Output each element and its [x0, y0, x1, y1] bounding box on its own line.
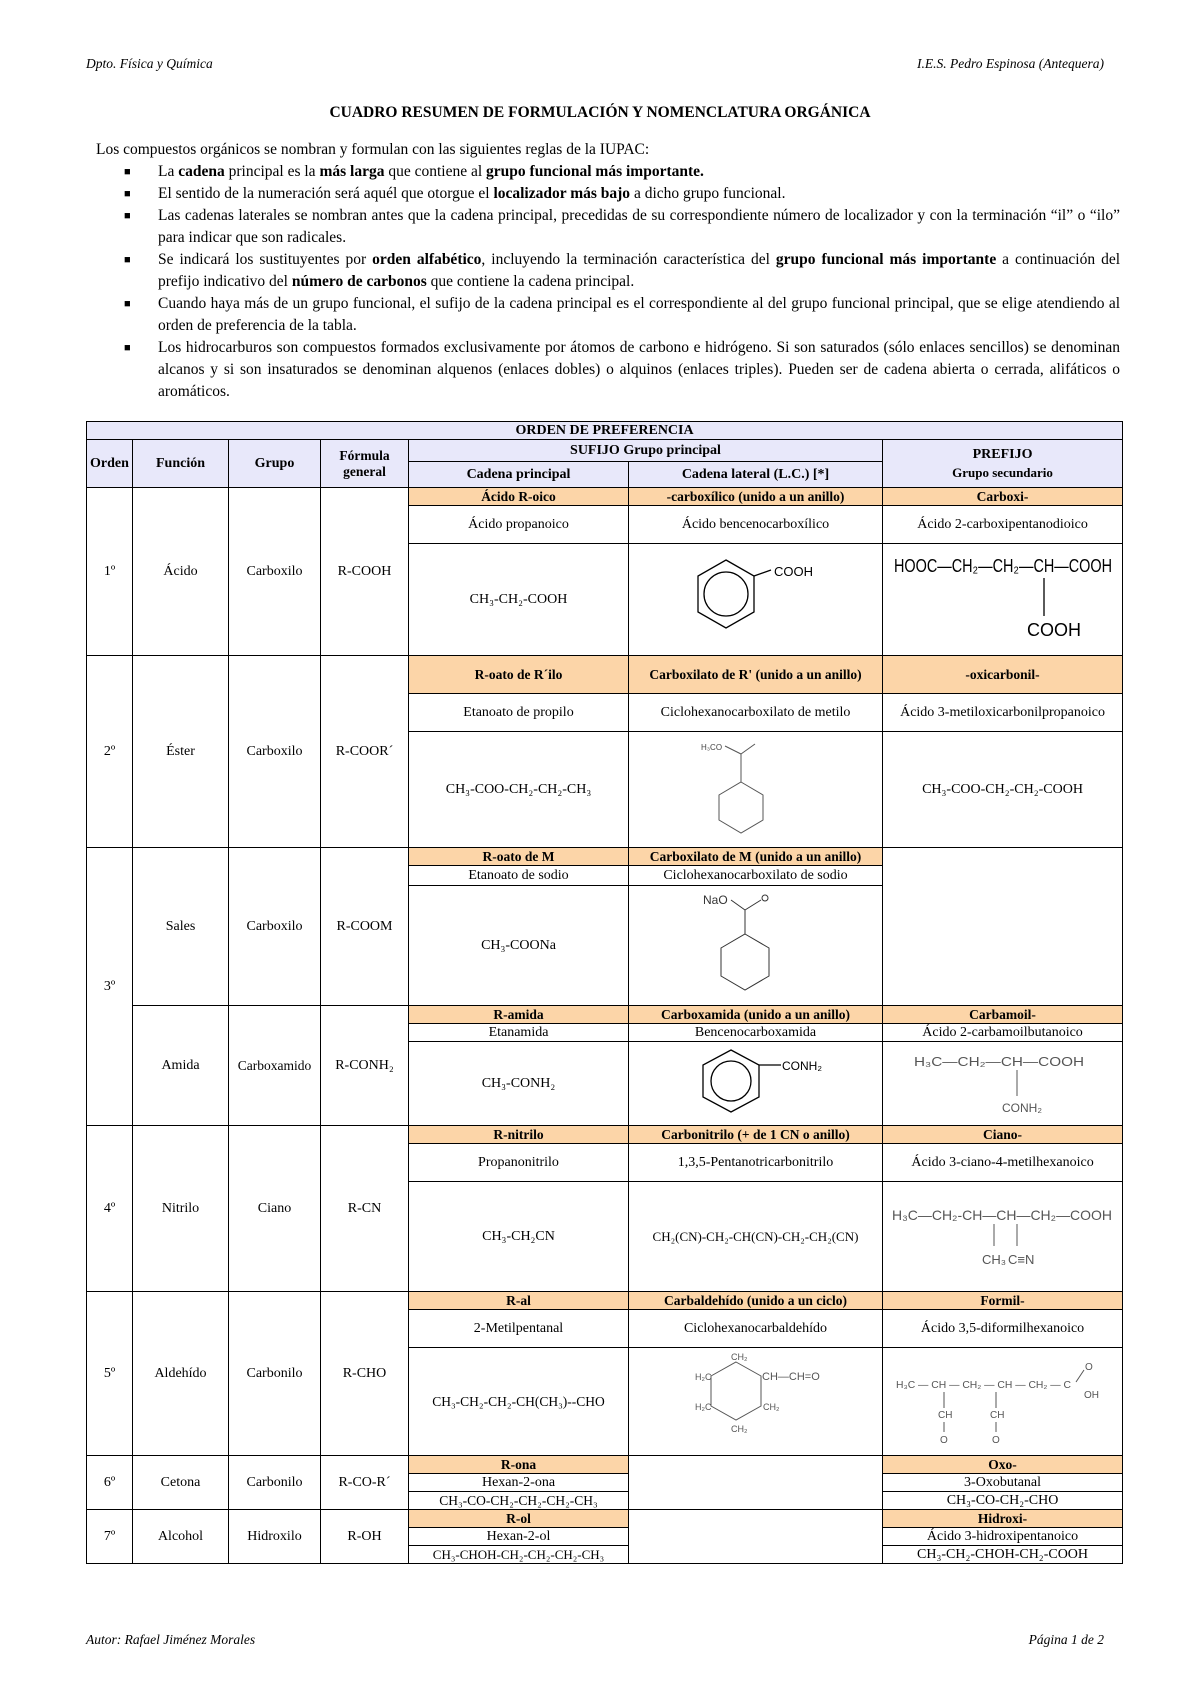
- acido-prefijo: Carboxi-: [883, 488, 1123, 506]
- nitrilo-funcion: Nitrilo: [133, 1126, 229, 1292]
- nitrilo-formula: R-CN: [321, 1126, 409, 1292]
- table-caption: ORDEN DE PREFERENCIA: [87, 422, 1123, 440]
- alcohol-funcion: Alcohol: [133, 1510, 229, 1564]
- alcohol-ejemplo-principal: Hexan-2-ol: [409, 1528, 629, 1546]
- o-branch1-label: O: [939, 1435, 948, 1446]
- aldehido-formula: R-CHO: [321, 1292, 409, 1456]
- rule-item: ■ Los hidrocarburos son compuestos formados exclusivamente por átomos de carbono e hidrógeno. Si son saturados (sólo enlaces sencillos) se denominan alcanos y si son insaturados se denominan alquenos (enlaces dobles) o alquinos (enlaces triples). Pueden ser de cadena abierta o cerrada, alifáticos o aromáticos.: [124, 339, 1120, 400]
- nitrilo-ejemplo-principal: Propanonitrilo: [409, 1144, 629, 1182]
- nitrilo-sufijo-principal: R-nitrilo: [409, 1126, 629, 1144]
- rule-item: ■ Las cadenas laterales se nombran antes que la cadena principal, precedidas de su correspondiente número de localizador y con la terminación “il” o “ilo” para indicar que son radicales.: [124, 207, 1120, 246]
- bullet-icon: ■: [124, 166, 131, 178]
- conh2-branch-label: CONH₂: [1001, 1101, 1042, 1115]
- ester-orden: 2º: [87, 656, 133, 848]
- aldehido-structure-prefijo: [883, 1348, 1123, 1456]
- cetona-grupo: Carbonilo: [229, 1456, 321, 1510]
- bullet-icon: ■: [124, 210, 131, 222]
- cyclohexanecarbaldehyde-structure: [631, 1348, 881, 1450]
- alcohol-grupo: Hidroxilo: [229, 1510, 321, 1564]
- benzamide-structure: [631, 1042, 881, 1120]
- cetona-sufijo-principal: R-ona: [409, 1456, 629, 1474]
- hooc-chain-label: HOOC—CH₂—CH₂—CH—COOH: [893, 556, 1112, 576]
- ester-ejemplo-principal: Etanoato de propilo: [409, 694, 629, 732]
- amida-ejemplo-principal: Etanamida: [409, 1024, 629, 1042]
- aldehido-sufijo-principal: R-al: [409, 1292, 629, 1310]
- acido-structure-lateral: [629, 544, 883, 656]
- aldehido-sufijo-lateral: Carbaldehído (unido a un ciclo): [629, 1292, 883, 1310]
- header-sufijo: SUFIJO Grupo principal: [409, 440, 883, 462]
- sales-sufijo-principal: R-oato de M: [409, 848, 629, 866]
- acido-ejemplo-prefijo: Ácido 2-carboxipentanodioico: [883, 506, 1123, 544]
- grupo-secundario-label: Grupo secundario: [952, 464, 1053, 480]
- sales-amida-orden: 3º: [87, 848, 133, 1126]
- nitrilo-sufijo-lateral: Carbonitrilo (+ de 1 CN o anillo): [629, 1126, 883, 1144]
- benzoic-acid-structure: [631, 544, 881, 650]
- ester-ejemplo-prefijo: Ácido 3-metiloxicarbonilpropanoico: [883, 694, 1123, 732]
- nitrilo-prefijo: Ciano-: [883, 1126, 1123, 1144]
- rule-item: ■ La cadena principal es la más larga que contiene al grupo funcional más importante.: [96, 161, 1120, 183]
- sales-sufijo-lateral: Carboxilato de M (unido a un anillo): [629, 848, 883, 866]
- acido-sufijo-principal: Ácido R-oico: [409, 488, 629, 506]
- alcohol-formula-prefijo: CH₃-CH₂-CHOH-CH₂-COOH: [883, 1546, 1123, 1564]
- ester-sufijo-lateral: Carboxilato de R' (unido a un anillo): [629, 656, 883, 694]
- aldehido-ejemplo-principal: 2-Metilpentanal: [409, 1310, 629, 1348]
- ester-grupo: Carboxilo: [229, 656, 321, 848]
- oh-label: OH: [1083, 1390, 1099, 1401]
- ester-sufijo-principal: R-oato de R´ilo: [409, 656, 629, 694]
- nitrilo-ejemplo-prefijo: Ácido 3-ciano-4-metilhexanoico: [883, 1144, 1123, 1182]
- amida-formula: R-CONH₂: [321, 1006, 409, 1126]
- nitrilo-grupo: Ciano: [229, 1126, 321, 1292]
- ch2-right-label: CH₂: [762, 1402, 779, 1412]
- ch3-branch-label: CH₃: [981, 1252, 1006, 1267]
- cetona-funcion: Cetona: [133, 1456, 229, 1510]
- cooh-branch-label: COOH: [1026, 620, 1081, 640]
- intro-text: Los compuestos orgánicos se nombran y formulan con las siguientes reglas de la IUPAC:: [96, 141, 650, 158]
- o-top-label: O: [1084, 1362, 1093, 1373]
- bullet-icon: ■: [124, 342, 131, 354]
- amida-prefijo: Carbamoil-: [883, 1006, 1123, 1024]
- h3co-label: H₃CO: [700, 743, 722, 752]
- nitrilo-structure-prefijo: [883, 1182, 1123, 1292]
- bullet-icon: ■: [124, 298, 131, 310]
- amida-sufijo-principal: R-amida: [409, 1006, 629, 1024]
- header-cadena-lateral: Cadena lateral (L.C.) [*]: [629, 462, 883, 488]
- rule-item: ■ Cuando haya más de un grupo funcional, el sufijo de la cadena principal es el correspondiente al del grupo funcional principal, que se elige atendiendo al orden de preferencia de la tabla.: [124, 295, 1120, 334]
- acido-ejemplo-principal: Ácido propanoico: [409, 506, 629, 544]
- rules-list: [96, 161, 1120, 403]
- ester-structure-lateral: [629, 732, 883, 848]
- acido-formula-principal: CH₃-CH₂-COOH: [409, 544, 629, 656]
- rule-item: ■ Se indicará los sustituyentes por orden alfabético, incluyendo la terminación característica del grupo funcional más importante a continuación del prefijo indicativo del número de carbonos que contiene la cadena principal.: [124, 251, 1120, 290]
- aldehido-orden: 5º: [87, 1292, 133, 1456]
- amide-chain-label: H₃C—CH₂—CH—COOH: [913, 1054, 1084, 1069]
- alcohol-prefijo: Hidroxi-: [883, 1510, 1123, 1528]
- aldehido-ejemplo-prefijo: Ácido 3,5-diformilhexanoico: [883, 1310, 1123, 1348]
- nitrile-chain-label: H₃C—CH₂-CH—CH—CH₂—COOH: [891, 1207, 1112, 1223]
- cetona-lateral-empty: [629, 1456, 883, 1510]
- cooh-label: COOH: [773, 564, 813, 579]
- footer-page: Página 1 de 2: [1028, 1632, 1104, 1647]
- alcohol-formula: R-OH: [321, 1510, 409, 1564]
- acido-formula: R-COOH: [321, 488, 409, 656]
- sales-formula-principal: CH₃-COONa: [409, 886, 629, 1006]
- acido-sufijo-lateral: -carboxílico (unido a un anillo): [629, 488, 883, 506]
- rule-item: ■ El sentido de la numeración será aquél que otorgue el localizador más bajo a dicho grupo funcional.: [96, 183, 1120, 205]
- header-department: Dpto. Física y Química: [86, 56, 213, 71]
- rule-emphasis: número de carbonos: [291, 273, 427, 290]
- alcohol-sufijo-principal: R-ol: [409, 1510, 629, 1528]
- diformilhexanoic-structure: [884, 1348, 1122, 1450]
- h2c-left2-label: H₂C: [694, 1402, 711, 1412]
- ch2-bottom-label: CH₂: [730, 1424, 747, 1434]
- acido-structure-prefijo: [883, 544, 1123, 656]
- amida-ejemplo-lateral: Bencenocarboxamida: [629, 1024, 883, 1042]
- nitrilo-ejemplo-lateral: 1,3,5-Pentanotricarbonitrilo: [629, 1144, 883, 1182]
- cetona-formula: R-CO-R´: [321, 1456, 409, 1510]
- sales-grupo: Carboxilo: [229, 848, 321, 1006]
- amida-ejemplo-prefijo: Ácido 2-carbamoilbutanoico: [883, 1024, 1123, 1042]
- rule-emphasis: grupo funcional más importante: [775, 251, 997, 268]
- ester-formula-prefijo: CH₃-COO-CH₂-CH₂-COOH: [883, 732, 1123, 848]
- alcohol-lateral-empty: [629, 1510, 883, 1564]
- header-formula: Fórmula general: [321, 440, 409, 488]
- cianometilhexanoic-structure: [884, 1182, 1122, 1286]
- nitrilo-orden: 4º: [87, 1126, 133, 1292]
- prefijo-label: PREFIJO: [972, 446, 1033, 462]
- alcohol-orden: 7º: [87, 1510, 133, 1564]
- ester-ejemplo-lateral: Ciclohexanocarboxilato de metilo: [629, 694, 883, 732]
- header-cadena-principal: Cadena principal: [409, 462, 629, 488]
- ester-formula: R-COOR´: [321, 656, 409, 848]
- amida-structure-lateral: [629, 1042, 883, 1126]
- acido-funcion: Ácido: [133, 488, 229, 656]
- ester-funcion: Éster: [133, 656, 229, 848]
- alcohol-ejemplo-prefijo: Ácido 3-hidroxipentanoico: [883, 1528, 1123, 1546]
- methyl-cyclohexanecarboxylate-structure: [631, 732, 881, 842]
- cetona-orden: 6º: [87, 1456, 133, 1510]
- amida-formula-principal: CH₃-CONH₂: [409, 1042, 629, 1126]
- footer-author: Autor: Rafael Jiménez Morales: [86, 1632, 256, 1647]
- rule-emphasis: cadena: [178, 163, 225, 180]
- preference-table: [86, 421, 1123, 1564]
- amida-grupo: Carboxamido: [229, 1006, 321, 1126]
- header-funcion: Función: [133, 440, 229, 488]
- bullet-icon: ■: [124, 254, 131, 266]
- acido-orden: 1º: [87, 488, 133, 656]
- header-orden: Orden: [87, 440, 133, 488]
- amida-sufijo-lateral: Carboxamida (unido a un anillo): [629, 1006, 883, 1024]
- bullet-icon: ■: [124, 188, 131, 200]
- cetona-formula-principal: CH₃-CO-CH₂-CH₂-CH₂-CH₃: [409, 1492, 629, 1510]
- alcohol-formula-principal: CH₃-CHOH-CH₂-CH₂-CH₂-CH₃: [409, 1546, 629, 1564]
- cn-branch-label: C≡N: [1007, 1252, 1034, 1267]
- o-branch2-label: O: [991, 1435, 1000, 1446]
- carboxipentanodioic-structure: [884, 544, 1122, 650]
- aldehido-grupo: Carbonilo: [229, 1292, 321, 1456]
- formyl-chain-label: H₃C — CH — CH₂ — CH — CH₂ — C: [895, 1380, 1071, 1391]
- aldehido-structure-lateral: [629, 1348, 883, 1456]
- amida-funcion: Amida: [133, 1006, 229, 1126]
- aldehido-prefijo: Formil-: [883, 1292, 1123, 1310]
- rule-emphasis: grupo funcional más importante.: [486, 163, 704, 180]
- intro-section: [96, 139, 1120, 403]
- h2c-left-label: H₂C: [694, 1372, 711, 1382]
- header-grupo: Grupo: [229, 440, 321, 488]
- sales-ejemplo-lateral: Ciclohexanocarboxilato de sodio: [629, 866, 883, 886]
- nao-label: NaO: [702, 893, 728, 907]
- aldehido-funcion: Aldehído: [133, 1292, 229, 1456]
- rule-emphasis: orden alfabético: [372, 251, 482, 268]
- ch-branch1-label: CH: [937, 1410, 952, 1421]
- rule-emphasis: localizador más bajo: [493, 185, 631, 202]
- aldehido-ejemplo-lateral: Ciclohexanocarbaldehído: [629, 1310, 883, 1348]
- rule-emphasis: más larga: [319, 163, 385, 180]
- cetona-ejemplo-prefijo: 3-Oxobutanal: [883, 1474, 1123, 1492]
- sales-funcion: Sales: [133, 848, 229, 1006]
- document-title: CUADRO RESUMEN DE FORMULACIÓN Y NOMENCLATURA ORGÁNICA: [329, 104, 871, 121]
- aldehido-formula-principal: CH₃-CH₂-CH₂-CH(CH₃)--CHO: [409, 1348, 629, 1456]
- conh2-label: CONH₂: [781, 1059, 822, 1073]
- cetona-prefijo: Oxo-: [883, 1456, 1123, 1474]
- sales-structure-lateral: [629, 886, 883, 1006]
- sodium-cyclohexanecarboxylate-structure: [631, 886, 881, 1000]
- acido-grupo: Carboxilo: [229, 488, 321, 656]
- ch2-top-label: CH₂: [730, 1352, 747, 1362]
- sales-prefijo-empty: [883, 848, 1123, 1006]
- cho-label: CH—CH=O: [761, 1371, 820, 1383]
- nitrilo-formula-lateral: CH₂(CN)-CH₂-CH(CN)-CH₂-CH₂(CN): [629, 1182, 883, 1292]
- ester-prefijo: -oxicarbonil-: [883, 656, 1123, 694]
- nitrilo-formula-principal: CH₃-CH₂CN: [409, 1182, 629, 1292]
- acido-ejemplo-lateral: Ácido bencenocarboxílico: [629, 506, 883, 544]
- amida-structure-prefijo: [883, 1042, 1123, 1126]
- carbamoilbutanoic-structure: [884, 1042, 1122, 1120]
- cetona-ejemplo-principal: Hexan-2-ona: [409, 1474, 629, 1492]
- ester-formula-principal: CH₃-COO-CH₂-CH₂-CH₃: [409, 732, 629, 848]
- cetona-formula-prefijo: CH₃-CO-CH₂-CHO: [883, 1492, 1123, 1510]
- header-prefijo: [883, 440, 1123, 488]
- ch-branch2-label: CH: [989, 1410, 1004, 1421]
- sales-ejemplo-principal: Etanoato de sodio: [409, 866, 629, 886]
- sales-formula: R-COOM: [321, 848, 409, 1006]
- header-school: I.E.S. Pedro Espinosa (Antequera): [917, 56, 1104, 71]
